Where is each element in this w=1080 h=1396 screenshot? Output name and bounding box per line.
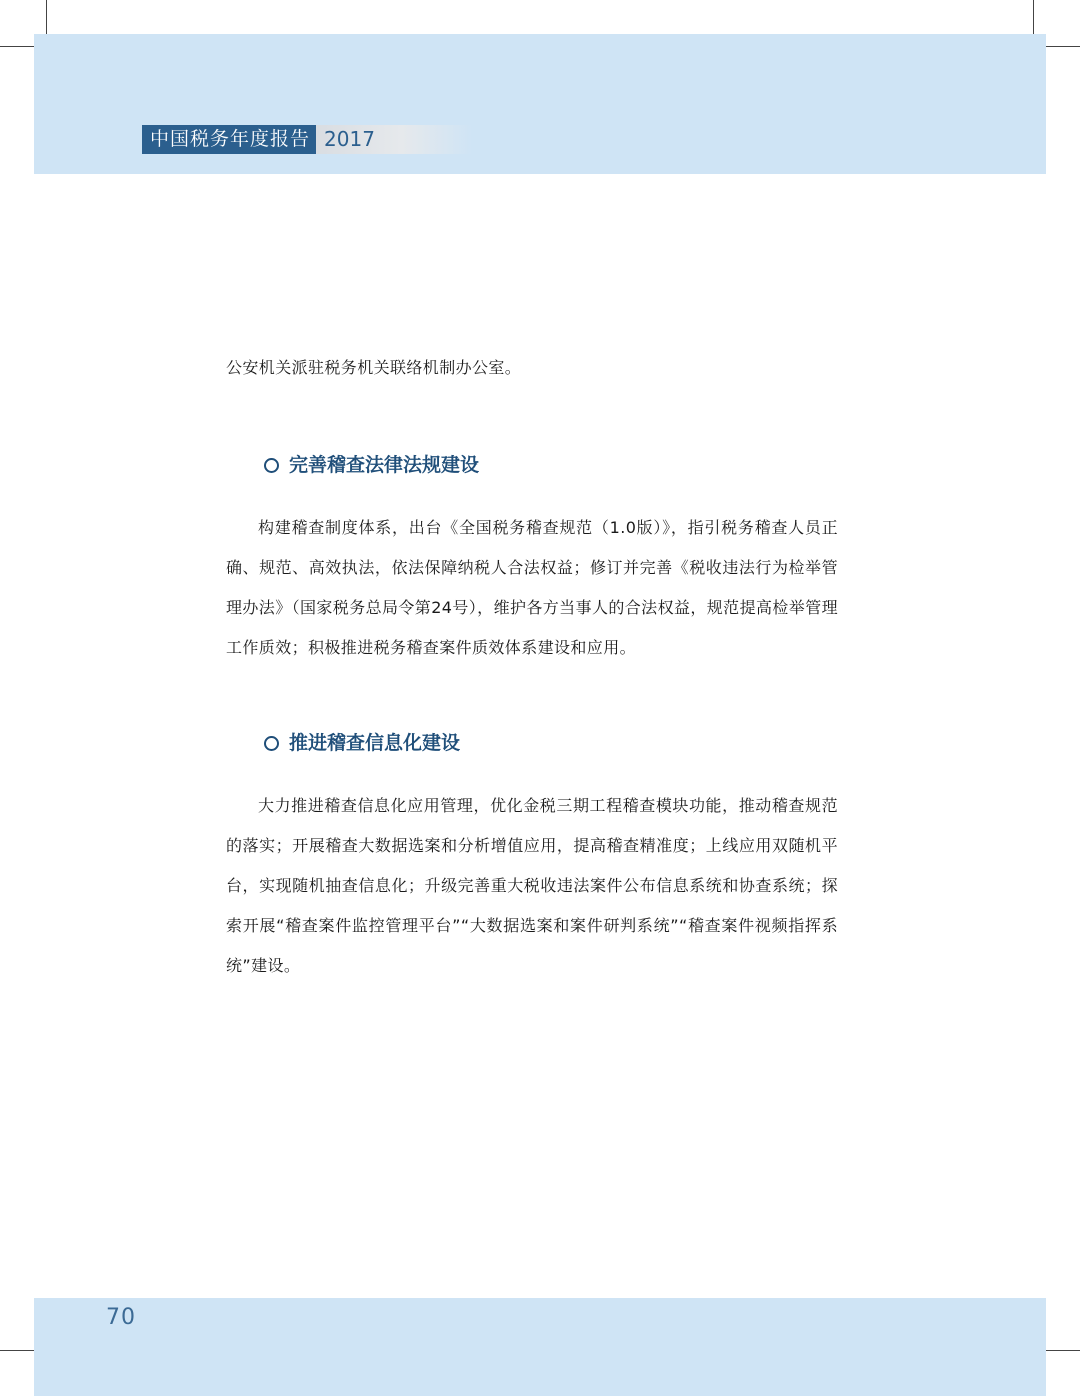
section-body: 构建稽查制度体系，出台《全国税务稽查规范（1.0版）》，指引税务稽查人员正确、规范、高效执法，依法保障纳税人合法权益；修订并完善《税收违法行为检举管理办法》（国家税务总局令第24号），维护各方当事人的合法权益，规范提高检举管理工作质效；积极推进税务稽查案件质效体系建设和应用。 bbox=[226, 518, 838, 657]
page-number: 70 bbox=[106, 1305, 136, 1330]
section-heading bbox=[264, 728, 838, 758]
section-heading bbox=[264, 450, 838, 480]
section-informatization bbox=[226, 728, 838, 986]
report-year: 2017 bbox=[316, 125, 472, 154]
section-legal-framework bbox=[226, 450, 838, 668]
circle-bullet-icon bbox=[264, 736, 279, 751]
section-heading-text: 推进稽查信息化建设 bbox=[289, 732, 461, 754]
report-title: 中国税务年度报告 bbox=[142, 125, 316, 154]
footer-band bbox=[34, 1298, 1046, 1396]
lead-paragraph: 公安机关派驻税务机关联络机制办公室。 bbox=[226, 358, 522, 377]
circle-bullet-icon bbox=[264, 458, 279, 473]
report-title-bar bbox=[142, 125, 472, 154]
section-heading-text: 完善稽查法律法规建设 bbox=[289, 454, 480, 476]
section-body: 大力推进稽查信息化应用管理，优化金税三期工程稽查模块功能，推动稽查规范的落实；开展稽查大数据选案和分析增值应用，提高稽查精准度；上线应用双随机平台，实现随机抽查信息化；升级完善重大税收违法案件公布信息系统和协查系统；探索开展“稽查案件监控管理平台”“大数据选案和案件研判系统”“稽查案件视频指挥系统”建设。 bbox=[226, 796, 838, 975]
page-content bbox=[226, 348, 838, 1046]
